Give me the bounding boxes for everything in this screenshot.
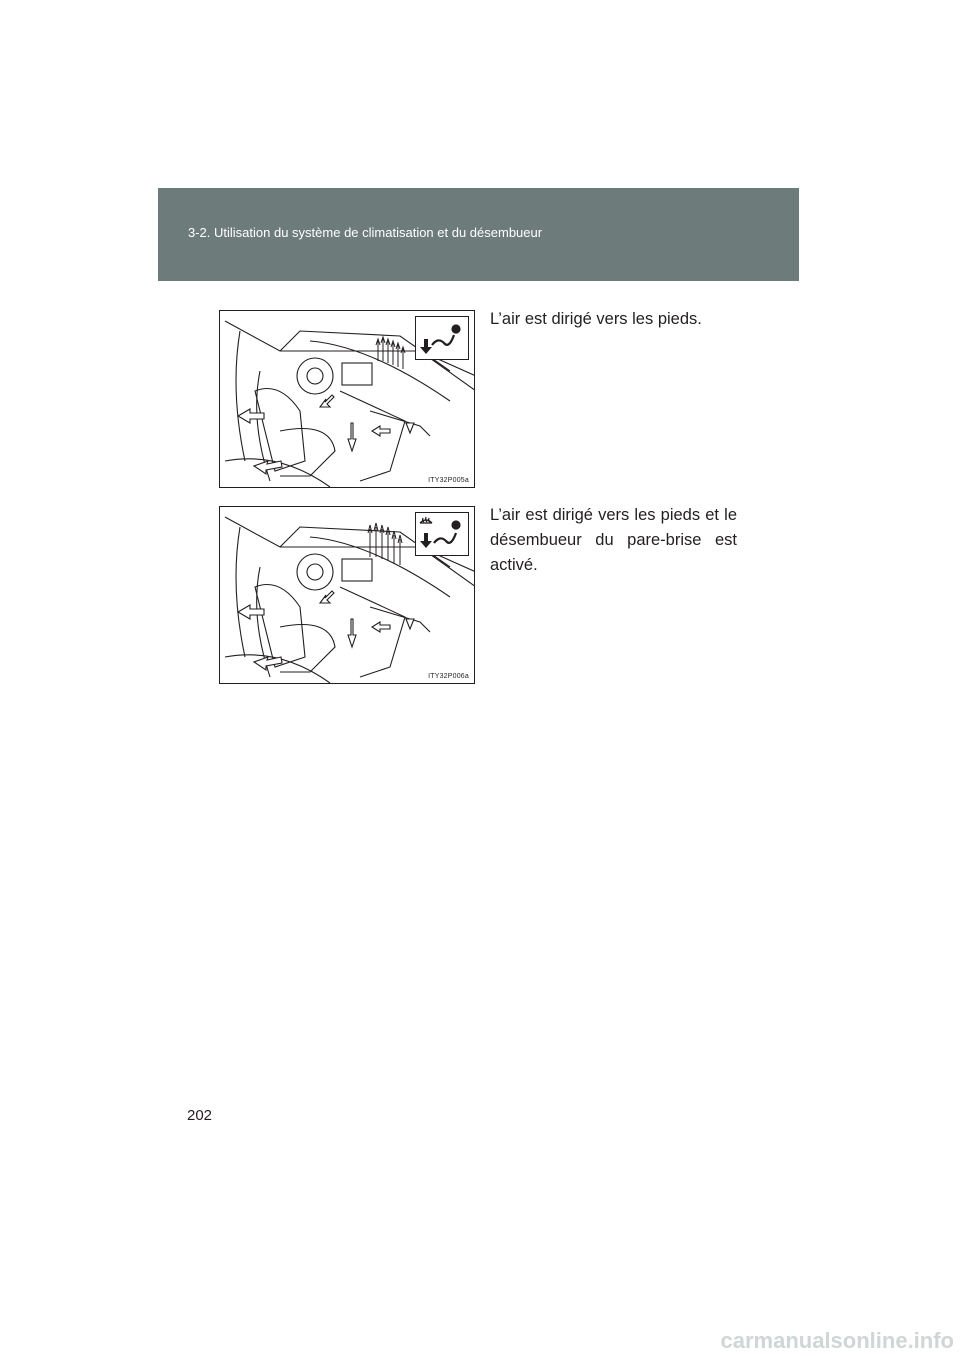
airflow-arrow <box>406 619 414 629</box>
airflow-arrow <box>348 619 356 647</box>
section-title: 3-2. Utilisation du système de climatisation et du désembueur <box>188 225 543 240</box>
figure-foot-mode <box>219 310 475 488</box>
section-header <box>158 188 799 281</box>
airflow-arrow <box>372 426 390 436</box>
figure-foot-defrost-mode <box>219 506 475 684</box>
figure-code: ITY32P005a <box>428 477 469 484</box>
watermark: carmanualsonline.info <box>720 1328 954 1353</box>
airflow-arrow <box>254 461 282 474</box>
airflow-arrow <box>320 591 334 603</box>
mode-description: L’air est dirigé vers les pieds. <box>490 310 702 328</box>
mode-description: L’air est dirigé vers les pieds et le désembueur du pare-brise est activé. <box>490 506 737 574</box>
airflow-arrow <box>320 395 334 407</box>
figure-code: ITY32P006a <box>428 673 469 680</box>
page-number: 202 <box>187 1107 213 1124</box>
airflow-arrow <box>254 657 282 670</box>
airflow-arrow <box>372 622 390 632</box>
airflow-arrow <box>348 423 356 451</box>
foot-defrost-mode-icon <box>415 512 469 556</box>
foot-vent-mode-icon <box>415 316 469 360</box>
airflow-arrow <box>406 423 414 433</box>
